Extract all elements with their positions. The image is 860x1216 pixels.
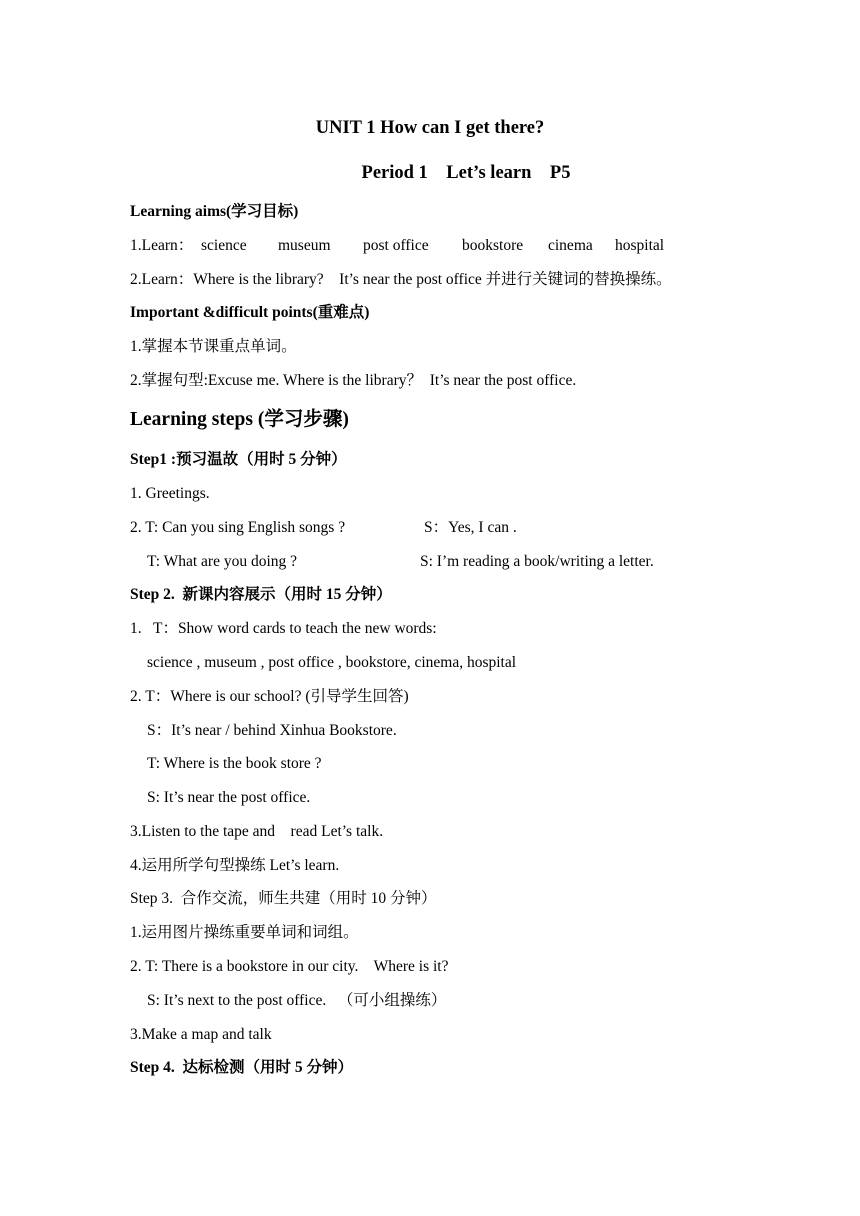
step3-line-1: 1.运用图片操练重要单词和词组。 (130, 924, 359, 941)
aims-heading: Learning aims(学习目标) (130, 203, 299, 220)
step3-heading: Step 3. 合作交流，师生共建（用时 10 分钟） (130, 890, 437, 907)
step2-heading: Step 2. 新课内容展示（用时 15 分钟） (130, 586, 392, 603)
step1-line-2-teacher: 2. T: Can you sing English songs ? (130, 519, 346, 536)
vocab-word: hospital (615, 237, 665, 254)
step2-line-5: T: Where is the book store ? (147, 755, 322, 772)
step1-heading: Step1 :预习温故（用时 5 分钟） (130, 451, 347, 468)
aims-line-1 (130, 236, 730, 256)
vocab-word: bookstore (462, 237, 524, 254)
step1-line-1: 1. Greetings. (130, 485, 210, 502)
step3-line-4: 3.Make a map and talk (130, 1026, 272, 1043)
step1-line-2-student: S：Yes, I can . (424, 519, 517, 536)
step1-line-3-student: S: I’m reading a book/writing a letter. (420, 553, 654, 570)
vocab-word: cinema (548, 237, 593, 254)
aims-line-2: 2.Learn：Where is the library? It’s near the post office 并进行关键词的替换操练。 (130, 271, 672, 288)
points-line-1: 1.掌握本节课重点单词。 (130, 338, 297, 355)
step2-line-6: S: It’s near the post office. (147, 789, 311, 806)
page-subtitle: Period 1 Let’s learn P5 (361, 163, 571, 183)
step3-line-3: S: It’s next to the post office. （可小组操练） (147, 992, 447, 1009)
step2-line-7: 3.Listen to the tape and read Let’s talk. (130, 823, 384, 840)
vocab-word: science (201, 237, 247, 254)
step2-line-1: 1. T：Show word cards to teach the new words: (130, 620, 437, 637)
vocab-word: museum (278, 237, 331, 254)
step2-line-8: 4.运用所学句型操练 Let’s learn. (130, 857, 340, 874)
page-title: UNIT 1 How can I get there? (315, 118, 545, 138)
step1-line-3-teacher: T: What are you doing ? (147, 553, 298, 570)
step4-heading: Step 4. 达标检测（用时 5 分钟） (130, 1059, 354, 1076)
step2-line-3: 2. T：Where is our school? (引导学生回答) (130, 688, 409, 705)
points-line-2: 2.掌握句型:Excuse me. Where is the library？ It’s near the post office. (130, 372, 577, 389)
steps-heading: Learning steps (学习步骤) (130, 409, 349, 430)
step3-line-2: 2. T: There is a bookstore in our city. Where is it? (130, 958, 449, 975)
step2-line-4: S：It’s near / behind Xinhua Bookstore. (147, 722, 397, 739)
step2-line-2: science , museum , post office , bookstore, cinema, hospital (147, 654, 517, 671)
vocab-word: post office (363, 237, 429, 254)
points-heading: Important &difficult points(重难点) (130, 304, 370, 321)
aims-line-1-prefix: 1.Learn： (130, 237, 194, 254)
